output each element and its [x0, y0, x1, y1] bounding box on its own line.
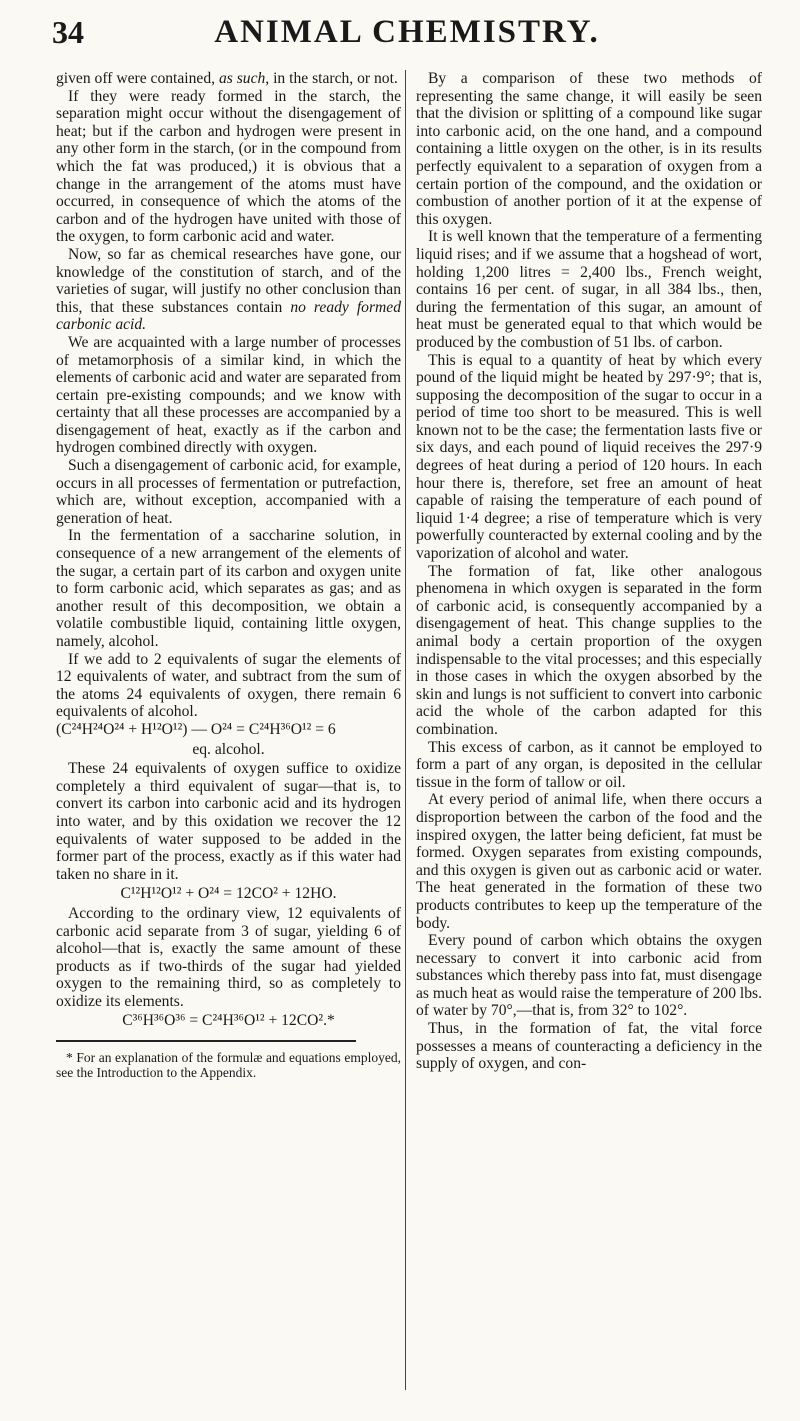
paragraph: given off were contained, as such, in the starch, or not.: [56, 70, 398, 87]
paragraph: According to the ordinary view, 12 equivalents of carbonic acid separate from 3 of sugar, yielding 6 of alcohol—that is, exactly the same amount of these products as if two-thirds of the sugar had yielded oxygen to the remaining third, so as completely to oxidize its elements.: [56, 904, 401, 1010]
right-column: [416, 70, 762, 1073]
paragraph: Now, so far as chemical researches have gone, our knowledge of the constitution of starch, and of the varieties of sugar, will justify no other conclusion than this, that these substances contain no ready formed carbonic acid.: [56, 245, 401, 334]
equation-1-continued: eq. alcohol.: [192, 740, 265, 758]
footnote: * For an explanation of the formulæ and equations employed, see the Introduction to the Appendix.: [56, 1050, 401, 1081]
page-number: 34: [52, 14, 84, 50]
paragraph: Such a disengagement of carbonic acid, for example, occurs in all processes of fermentation or putrefaction, which are, without exception, accompanied with a generation of heat.: [56, 457, 401, 527]
page-header: [52, 12, 762, 52]
left-column: [56, 70, 401, 1080]
paragraph: It is well known that the temperature of a fermenting liquid rises; and if we assume that a hogshead of wort, holding 1,200 litres = 2,400 lbs., French weight, contains 16 per cent. of sugar, in all 384 lbs., then, during the fermentation of this sugar, an amount of heat must be generated equal to that which would be produced by the combustion of 51 lbs. of carbon.: [416, 228, 762, 351]
equation-2: C¹²H¹²O¹² + O²⁴ = 12CO² + 12HO.: [120, 885, 337, 903]
paragraph: If they were ready formed in the starch, the separation might occur without the disengagement of heat; but if the carbon and hydrogen were present in any other form in the starch, (or in the compound from which the fat was produced,) it is obvious that a change in the arrangement of the atoms must have occurred, in consequence of which the atoms of the carbon and of the hydrogen have united with those of the oxygen, to form carbonic acid and water.: [56, 87, 401, 246]
equation-3: C³⁶H³⁶O³⁶ = C²⁴H³⁶O¹² + 12CO².*: [122, 1012, 335, 1030]
paragraph: This is equal to a quantity of heat by which every pound of the liquid might be heated by 297·9°; that is, supposing the decomposition of the sugar to occur in a period of time too short to be measured. This is well known not to be the case; the fermentation lasts five or six days, and each pound of liquid receives the 297·9 degrees of heat during a period of 120 hours. In each hour there is, therefore, set free an amount of heat capable of raising the temperature of each pound of liquid 1·4 degree; a rise of temperature which is very powerfully counteracted by external cooling and by the vaporization of alcohol and water.: [416, 351, 762, 563]
paragraph: Thus, in the formation of fat, the vital force possesses a means of counteracting a deficiency in the supply of oxygen, and con-: [416, 1020, 762, 1073]
paragraph: If we add to 2 equivalents of sugar the elements of 12 equivalents of water, and subtract from the sum of the atoms 24 equivalents of oxygen, there remain 6 equivalents of alcohol.: [56, 650, 401, 721]
paragraph: This excess of carbon, as it cannot be employed to form a part of any organ, is deposited in the cellular tissue in the form of tallow or oil.: [416, 738, 762, 791]
equation-1: (C²⁴H²⁴O²⁴ + H¹²O¹²) — O²⁴ = C²⁴H³⁶O¹² = 6: [56, 720, 336, 738]
paragraph: By a comparison of these two methods of representing the same change, it will easily be seen that the division or splitting of a compound like sugar into carbonic acid, on the one hand, and a compound containing a little oxygen on the other, is in its results perfectly equivalent to a separation of oxygen from a certain portion of the compound, and the oxidation or combustion of another portion of it at the expense of this oxygen.: [416, 70, 762, 228]
paragraph: In the fermentation of a saccharine solution, in consequence of a new arrangement of the elements of the sugar, a certain part of its carbon and oxygen unite to form carbonic acid, which separates as gas; and as another result of this decomposition, we obtain a volatile combustible liquid, containing little oxygen, namely, alcohol.: [56, 527, 401, 650]
paragraph: The formation of fat, like other analogous phenomena in which oxygen is separated in the form of carbonic acid, is consequently accompanied by a disengagement of heat. This change supplies to the animal body a certain proportion of the oxygen indispensable to the vital processes; and this especially in those cases in which the oxygen absorbed by the skin and lungs is not sufficient to convert into carbonic acid the whole of the carbon adapted for this combination.: [416, 562, 762, 738]
paragraph: These 24 equivalents of oxygen suffice to oxidize completely a third equivalent of sugar—that is, to convert its carbon into carbonic acid and its hydrogen into water, and by this oxidation we recover the 12 equivalents of water supposed to be added in the former part of the process, exactly as if this water had taken no share in it.: [56, 760, 401, 883]
running-head: ANIMAL CHEMISTRY.: [214, 14, 600, 50]
footnote-rule: [56, 1040, 356, 1042]
paragraph: We are acquainted with a large number of processes of metamorphosis of a similar kind, in which the elements of carbonic acid and water are separated from certain pre-existing compounds; and we know with certainty that all these processes are accompanied by a disengagement of heat, exactly as if the carbon and hydrogen combined directly with oxygen.: [56, 333, 401, 457]
paragraph: At every period of animal life, when there occurs a disproportion between the carbon of the food and the inspired oxygen, the latter being deficient, fat must be formed. Oxygen separates from existing compounds, and this oxygen is given out as carbonic acid or water. The heat generated in the formation of these two products contributes to keep up the temperature of the body.: [416, 791, 762, 932]
paragraph: Every pound of carbon which obtains the oxygen necessary to convert it into carbonic acid from substances which thereby pass into fat, must disengage as much heat as would raise the temperature of 200 lbs. of water by 70°,—that is, from 32° to 102°.: [416, 932, 762, 1020]
column-divider: [405, 70, 406, 1390]
